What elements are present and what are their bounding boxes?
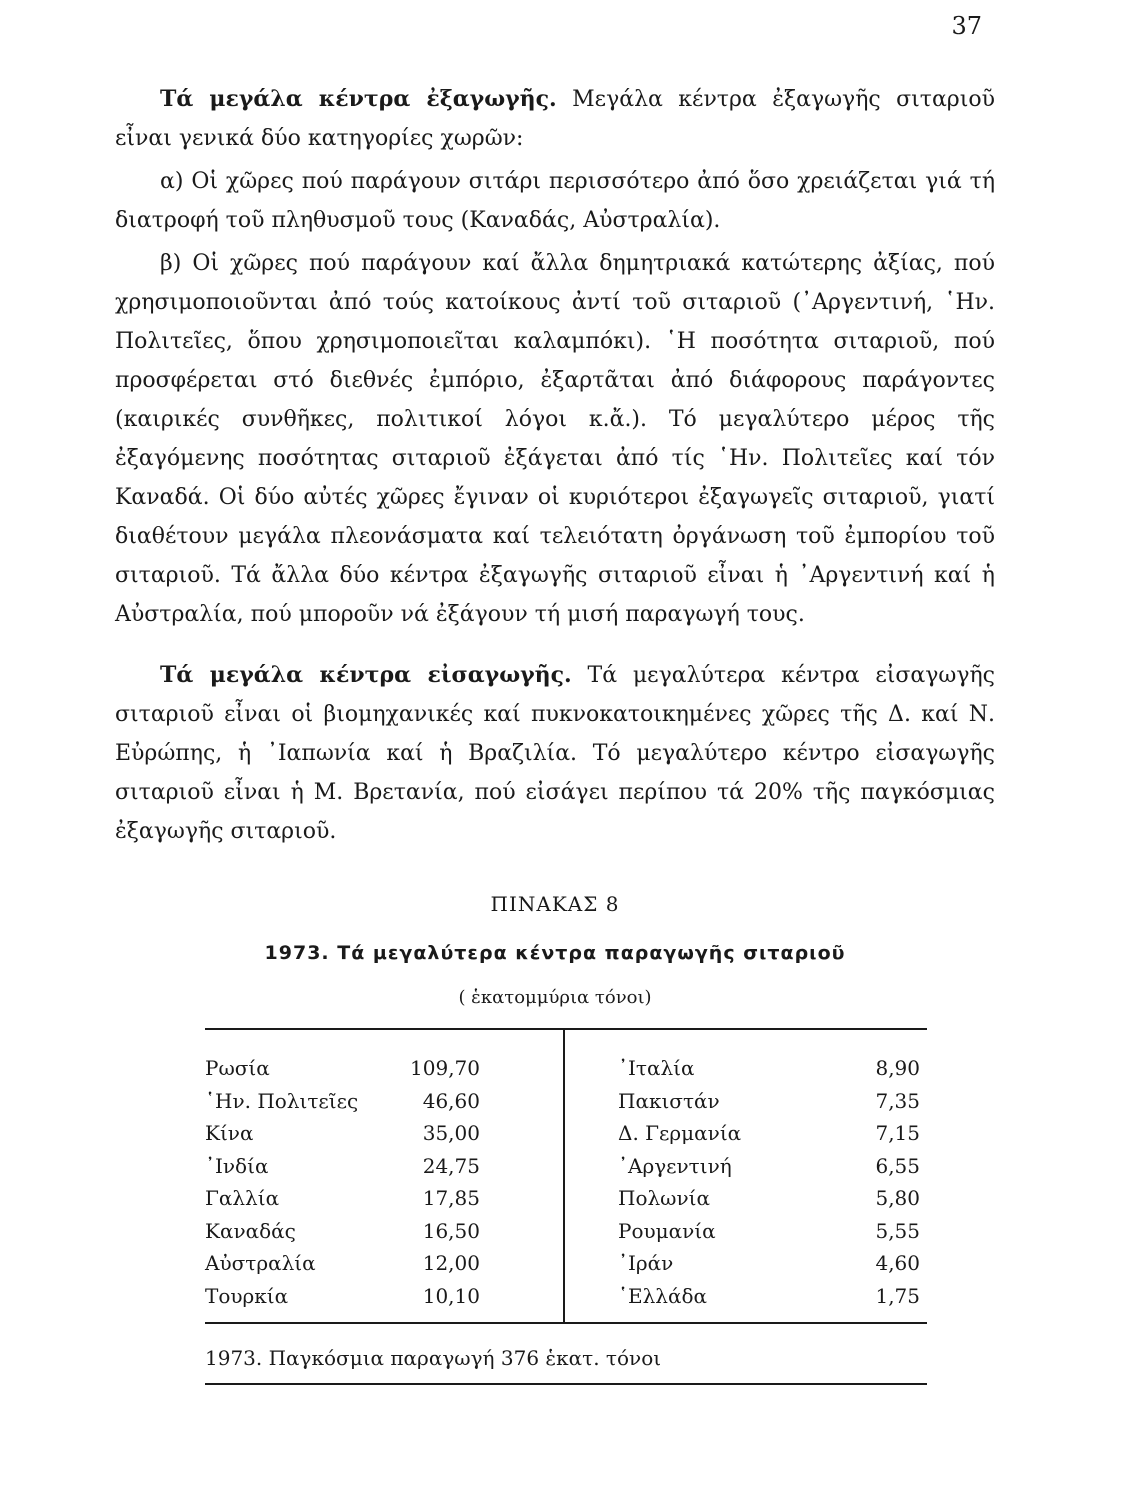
country-name: Ρωσία bbox=[205, 1056, 270, 1080]
country-name: Δ. Γερμανία bbox=[618, 1121, 742, 1145]
production-value: 5,80 bbox=[875, 1186, 920, 1210]
table-left-column bbox=[205, 1052, 480, 1312]
country-name: ᾿Αργεντινή bbox=[618, 1153, 732, 1178]
table-column-divider bbox=[563, 1030, 565, 1322]
production-value: 4,60 bbox=[875, 1251, 920, 1275]
table-top-rule bbox=[205, 1028, 927, 1030]
production-value: 7,15 bbox=[875, 1121, 920, 1145]
table-unit: ( ἑκατομμύρια τόνοι) bbox=[458, 987, 652, 1008]
country-name: Γαλλία bbox=[205, 1186, 280, 1210]
body-text bbox=[115, 80, 995, 851]
table-row bbox=[618, 1280, 920, 1313]
table-row bbox=[618, 1215, 920, 1248]
table-row bbox=[618, 1247, 920, 1280]
production-value: 46,60 bbox=[422, 1088, 480, 1113]
page-number: 37 bbox=[951, 12, 982, 40]
production-value: 35,00 bbox=[422, 1121, 480, 1145]
table-row bbox=[618, 1052, 920, 1085]
production-value: 109,70 bbox=[410, 1056, 480, 1080]
section1-intro-paragraph bbox=[115, 80, 995, 158]
production-value: 8,90 bbox=[875, 1056, 920, 1080]
production-value: 16,50 bbox=[422, 1218, 480, 1243]
country-name: Πακιστάν bbox=[618, 1088, 720, 1113]
country-name: Καναδάς bbox=[205, 1218, 296, 1243]
section2-paragraph bbox=[115, 656, 995, 851]
country-name: Κίνα bbox=[205, 1121, 254, 1145]
table-title: 1973. Τά μεγαλύτερα κέντρα παραγωγῆς σιταριοῦ bbox=[264, 942, 846, 964]
production-value: 1,75 bbox=[875, 1283, 920, 1308]
country-name: ῾Ελλάδα bbox=[618, 1283, 708, 1308]
table-row bbox=[205, 1150, 480, 1183]
world-production-total: 1973. Παγκόσμια παραγωγή 376 ἑκατ. τόνοι bbox=[205, 1346, 662, 1370]
table-end-rule bbox=[205, 1383, 927, 1385]
production-value: 5,55 bbox=[875, 1218, 920, 1243]
section1-intro: Μεγάλα κέντρα ἐξαγωγῆς σιταριοῦ εἶναι γενικά δύο κατηγορίες χωρῶν: bbox=[115, 87, 995, 151]
table-row bbox=[205, 1247, 480, 1280]
table-label: ΠΙΝΑΚΑΣ 8 bbox=[490, 892, 620, 916]
production-value: 10,10 bbox=[422, 1283, 480, 1308]
table-row bbox=[618, 1085, 920, 1118]
production-value: 7,35 bbox=[875, 1088, 920, 1113]
table-row bbox=[205, 1280, 480, 1313]
table-bottom-rule bbox=[205, 1322, 927, 1324]
country-name: Ρουμανία bbox=[618, 1218, 716, 1243]
table-row bbox=[205, 1215, 480, 1248]
country-name: Αὐστραλία bbox=[205, 1251, 316, 1275]
production-value: 6,55 bbox=[875, 1153, 920, 1178]
country-name: Τουρκία bbox=[205, 1283, 289, 1308]
production-value: 24,75 bbox=[422, 1153, 480, 1178]
table-row bbox=[618, 1150, 920, 1183]
table-row bbox=[618, 1182, 920, 1215]
section1-item-b: β) Οἱ χῶρες πού παράγουν καί ἄλλα δημητριακά κατώτερης ἀξίας, πού χρησιμοποιοῦνται ἀπό τούς κατοίκους ἀντί τοῦ σιταριοῦ (᾿Αργεντινή, ῾Ην. Πολιτεῖες, ὅπου χρησιμοποιεῖται καλαμπόκι). ῾Η ποσότητα σιταριοῦ, πού προσφέρεται στό διεθνές ἐμπόριο, ἐξαρτᾶται ἀπό διάφορους παράγοντες (καιρικές συνθῆκες, πολιτικοί λόγοι κ.ἄ.). Τό μεγαλύτερο μέρος τῆς ἐξαγόμενης ποσότητας σιταριοῦ ἐξάγεται ἀπό τίς ῾Ην. Πολιτεῖες καί τόν Καναδά. Οἱ δύο αὐτές χῶρες ἔγιναν οἱ κυριότεροι ἐξαγωγεῖς σιταριοῦ, γιατί διαθέτουν μεγάλα πλεονάσματα καί τελειότατη ὀργάνωση τοῦ ἐμπορίου τοῦ σιταριοῦ. Τά ἄλλα δύο κέντρα ἐξαγωγῆς σιταριοῦ εἶναι ἡ ᾿Αργεντινή καί ἡ Αὐστραλία, πού μποροῦν νά ἐξάγουν τή μισή παραγωγή τους. bbox=[115, 251, 995, 627]
table-row bbox=[205, 1117, 480, 1150]
production-value: 17,85 bbox=[422, 1186, 480, 1210]
country-name: ᾿Ινδία bbox=[205, 1153, 269, 1178]
table-row bbox=[205, 1085, 480, 1118]
section1-item-a: α) Οἱ χῶρες πού παράγουν σιτάρι περισσότερο ἀπό ὅσο χρειάζεται γιά τή διατροφή τοῦ πληθυσμοῦ τους (Καναδάς, Αὐστραλία). bbox=[115, 169, 995, 233]
table-right-column bbox=[618, 1052, 920, 1312]
table-row bbox=[618, 1117, 920, 1150]
country-name: Πολωνία bbox=[618, 1186, 710, 1210]
section1-heading: Τά μεγάλα κέντρα ἐξαγωγῆς. bbox=[160, 86, 557, 112]
country-name: ῾Ην. Πολιτεῖες bbox=[205, 1088, 359, 1113]
table-row bbox=[205, 1052, 480, 1085]
country-name: ᾿Ιταλία bbox=[618, 1056, 695, 1080]
section2-text: Τά μεγαλύτερα κέντρα εἰσαγωγῆς σιταριοῦ εἶναι οἱ βιομηχανικές καί πυκνοκατοικημένες χῶρες τῆς Δ. καί Ν. Εὐρώπης, ἡ ᾿Ιαπωνία καί ἡ Βραζιλία. Τό μεγαλύτερο κέντρο εἰσαγωγῆς σιταριοῦ εἶναι ἡ Μ. Βρετανία, πού εἰσάγει περίπου τά 20% τῆς παγκόσμιας ἐξαγωγῆς σιταριοῦ. bbox=[115, 663, 995, 844]
table-row bbox=[205, 1182, 480, 1215]
country-name: ᾿Ιράν bbox=[618, 1251, 674, 1275]
production-value: 12,00 bbox=[422, 1251, 480, 1275]
section2-heading: Τά μεγάλα κέντρα εἰσαγωγῆς. bbox=[160, 662, 572, 688]
